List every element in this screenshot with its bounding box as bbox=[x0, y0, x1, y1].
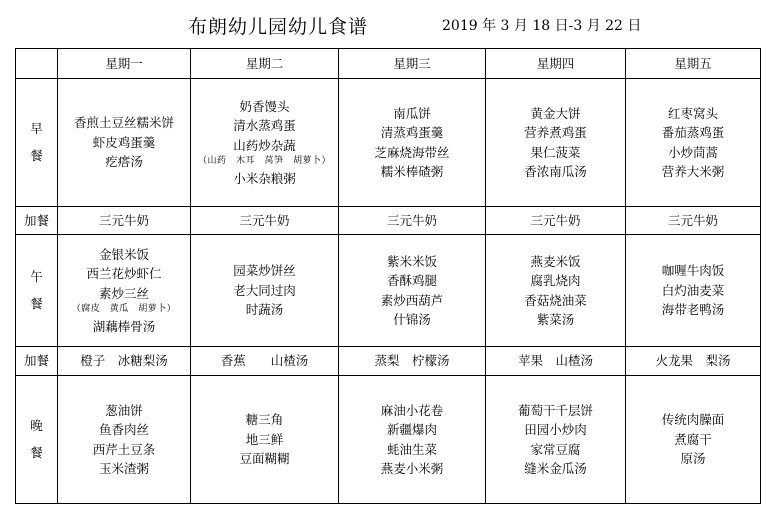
dish-item: 什锦汤 bbox=[393, 311, 431, 327]
meal-cell bbox=[191, 235, 339, 347]
snack1-row bbox=[16, 207, 761, 235]
snack-cell: 蒸梨 柠檬汤 bbox=[339, 347, 486, 376]
meal-cell bbox=[339, 235, 486, 347]
meal-cell bbox=[58, 79, 191, 207]
meal-cell bbox=[339, 376, 486, 504]
dish-item: 糖三角 bbox=[245, 412, 284, 428]
dish-item: 金银米饭 bbox=[98, 246, 149, 262]
meal-cell bbox=[486, 79, 626, 207]
dish-item: 煮腐干 bbox=[674, 431, 712, 447]
dish-item: 果仁菠菜 bbox=[530, 144, 581, 160]
dish-item: 香酥鸡腿 bbox=[386, 273, 437, 289]
dish-item: 白灼油麦菜 bbox=[661, 282, 725, 298]
label-char: 餐 bbox=[30, 295, 43, 311]
dish-item: 山药炒杂蔬 bbox=[233, 137, 296, 153]
breakfast-label bbox=[16, 79, 58, 207]
dish-item: 湖藕棒骨汤 bbox=[92, 318, 156, 334]
meal-cell bbox=[486, 235, 626, 347]
dish-item: 疙瘩汤 bbox=[105, 154, 143, 170]
dish-item: 香煎土豆丝糯米饼 bbox=[73, 115, 174, 131]
day-header: 星期二 bbox=[191, 49, 339, 79]
snack-cell: 火龙果 梨汤 bbox=[626, 347, 761, 376]
dish-item: 奶香馒头 bbox=[239, 98, 290, 114]
dish-item: 燕麦米饭 bbox=[530, 253, 581, 269]
snack2-row bbox=[16, 347, 761, 376]
meal-cell bbox=[191, 376, 339, 504]
dish-item: 豆面糊糊 bbox=[239, 451, 290, 467]
dish-item: 紫菜汤 bbox=[536, 311, 575, 327]
snack-cell: 苹果 山楂汤 bbox=[486, 347, 626, 376]
dinner-label bbox=[16, 376, 58, 504]
snack-cell: 三元牛奶 bbox=[339, 207, 486, 235]
dish-item: 蚝油生菜 bbox=[386, 441, 437, 457]
dish-item: 葡萄干千层饼 bbox=[517, 402, 593, 418]
meal-cell bbox=[626, 376, 761, 504]
dish-item: 虾皮鸡蛋羹 bbox=[92, 134, 156, 150]
meal-cell bbox=[58, 376, 191, 504]
dish-item: （山药 木耳 莴笋 胡萝卜） bbox=[197, 155, 331, 166]
dish-item: 紫米米饭 bbox=[386, 253, 437, 269]
dish-item: 葱油饼 bbox=[105, 402, 143, 418]
dish-item: 缝米金瓜汤 bbox=[524, 460, 587, 476]
dish-item: 香浓南瓜汤 bbox=[524, 163, 587, 179]
dish-item: 传统肉臊面 bbox=[661, 412, 725, 428]
dish-item: 芝麻烧海带丝 bbox=[374, 144, 450, 160]
dish-item: 咖喱牛肉饭 bbox=[661, 263, 725, 279]
dish-item: 园菜炒饼丝 bbox=[233, 263, 296, 279]
dish-item: 腐乳烧肉 bbox=[530, 273, 581, 289]
page-title: 布朗幼儿园幼儿食谱 bbox=[188, 16, 369, 38]
header-row bbox=[16, 49, 761, 79]
dish-item: 清蒸鸡蛋羹 bbox=[380, 125, 444, 141]
dish-item: 地三鲜 bbox=[245, 431, 284, 447]
dish-item: 素炒西葫芦 bbox=[380, 292, 444, 308]
dish-item: 小炒茼蒿 bbox=[667, 144, 718, 160]
dish-item: 红枣窝头 bbox=[667, 105, 718, 121]
day-header: 星期五 bbox=[626, 49, 761, 79]
date-range: 2019 年 3 月 18 日-3 月 22 日 bbox=[442, 18, 642, 34]
dish-item: 时蔬汤 bbox=[245, 302, 284, 318]
breakfast-row bbox=[16, 79, 761, 207]
meal-cell bbox=[58, 235, 191, 347]
dish-item: 老大同过肉 bbox=[233, 282, 296, 298]
snack-cell: 橙子 冰糖梨汤 bbox=[58, 347, 191, 376]
snack-cell: 三元牛奶 bbox=[626, 207, 761, 235]
dish-item: 玉米渣粥 bbox=[98, 460, 149, 476]
snack-cell: 三元牛奶 bbox=[486, 207, 626, 235]
day-header: 星期四 bbox=[486, 49, 626, 79]
dish-item: 素炒三丝 bbox=[98, 285, 149, 301]
dish-item: 西芹土豆条 bbox=[92, 441, 156, 457]
dish-item: 田园小炒肉 bbox=[524, 422, 587, 438]
lunch-row bbox=[16, 235, 761, 347]
dish-item: 燕麦小米粥 bbox=[380, 460, 444, 476]
snack-cell: 三元牛奶 bbox=[191, 207, 339, 235]
dish-item: 番茄蒸鸡蛋 bbox=[661, 125, 725, 141]
corner-cell bbox=[16, 49, 58, 79]
dinner-row bbox=[16, 376, 761, 504]
meal-cell bbox=[626, 235, 761, 347]
dish-item: 香菇烧油菜 bbox=[524, 292, 587, 308]
dish-item: 鱼香肉丝 bbox=[98, 422, 149, 438]
dish-item: 小米杂粮粥 bbox=[233, 170, 296, 186]
day-header: 星期三 bbox=[339, 49, 486, 79]
dish-item: 麻油小花卷 bbox=[380, 402, 444, 418]
snack-cell: 香蕉 山楂汤 bbox=[191, 347, 339, 376]
dish-item: 南瓜饼 bbox=[393, 105, 431, 121]
label-char: 午 bbox=[30, 269, 43, 285]
dish-item: 营养大米粥 bbox=[661, 163, 725, 179]
meal-cell bbox=[191, 79, 339, 207]
snack2-label: 加餐 bbox=[16, 347, 58, 376]
snack1-label: 加餐 bbox=[16, 207, 58, 235]
dish-item: 海带老鸭汤 bbox=[661, 302, 725, 318]
snack-cell: 三元牛奶 bbox=[58, 207, 191, 235]
dish-item: 糯米棒碴粥 bbox=[380, 163, 444, 179]
day-header: 星期一 bbox=[58, 49, 191, 79]
dish-item: 清水蒸鸡蛋 bbox=[233, 118, 296, 134]
dish-item: （腐皮 黄瓜 胡萝卜） bbox=[71, 303, 177, 314]
dish-item: 营养煮鸡蛋 bbox=[524, 125, 587, 141]
meal-cell bbox=[486, 376, 626, 504]
dish-item: 新疆爆肉 bbox=[386, 422, 437, 438]
dish-item: 家常豆腐 bbox=[530, 441, 581, 457]
label-char: 餐 bbox=[30, 444, 43, 460]
lunch-label bbox=[16, 235, 58, 347]
menu-table bbox=[15, 48, 761, 504]
meal-cell bbox=[339, 79, 486, 207]
label-char: 早 bbox=[30, 121, 43, 137]
dish-item: 原汤 bbox=[680, 451, 706, 467]
label-char: 餐 bbox=[30, 147, 43, 163]
meal-cell bbox=[626, 79, 761, 207]
dish-item: 西兰花炒虾仁 bbox=[86, 266, 162, 282]
dish-item: 黄金大饼 bbox=[530, 105, 581, 121]
label-char: 晚 bbox=[30, 418, 43, 434]
